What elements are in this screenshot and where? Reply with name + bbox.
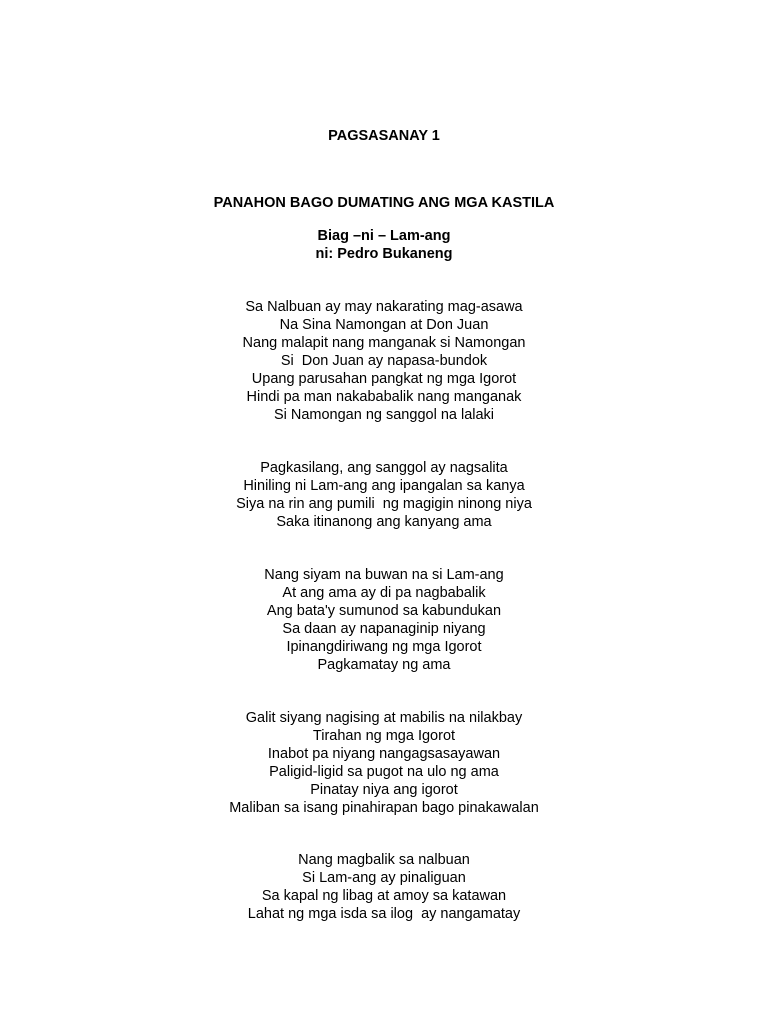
poem-line: At ang ama ay di pa nagbabalik <box>282 585 486 601</box>
stanza-4 <box>0 709 768 817</box>
poem-line: Maliban sa isang pinahirapan bago pinakawalan <box>229 800 539 816</box>
poem-title: Biag –ni – Lam-ang <box>317 228 451 244</box>
poem-line: Hiniling ni Lam-ang ang ipangalan sa kanya <box>243 478 525 494</box>
poem-line: Ipinangdiriwang ng mga Igorot <box>286 639 482 655</box>
poem-line: Upang parusahan pangkat ng mga Igorot <box>251 371 517 387</box>
poem-line: Sa Nalbuan ay may nakarating mag-asawa <box>245 299 523 315</box>
poem-line: Si Namongan ng sanggol na lalaki <box>273 407 495 423</box>
poem-title-block <box>0 227 768 263</box>
stanza-1 <box>0 298 768 424</box>
author-line: ni: Pedro Bukaneng <box>315 246 453 262</box>
poem-line: Tirahan ng mga Igorot <box>312 728 456 744</box>
poem-line: Pagkasilang, ang sanggol ay nagsalita <box>260 460 508 476</box>
poem-line: Nang magbalik sa nalbuan <box>298 852 470 868</box>
poem-line: Si Don Juan ay napasa-bundok <box>280 353 488 369</box>
stanza-2 <box>0 459 768 531</box>
period-heading: PANAHON BAGO DUMATING ANG MGA KASTILA <box>213 195 555 211</box>
poem-line: Nang malapit nang manganak si Namongan <box>242 335 526 351</box>
poem-line: Sa daan ay napanaginip niyang <box>282 621 486 637</box>
poem-line: Galit siyang nagising at mabilis na nilakbay <box>245 710 523 726</box>
stanza-3 <box>0 566 768 674</box>
poem-line: Inabot pa niyang nangagsasayawan <box>267 746 501 762</box>
poem-line: Ang bata'y sumunod sa kabundukan <box>266 603 502 619</box>
poem-line: Hindi pa man nakababalik nang manganak <box>246 389 522 405</box>
stanza-5 <box>0 851 768 923</box>
poem-line: Na Sina Namongan at Don Juan <box>279 317 489 333</box>
poem-line: Siya na rin ang pumili ng magigin ninong niya <box>236 496 532 512</box>
poem-line: Paligid-ligid sa pugot na ulo ng ama <box>269 764 499 780</box>
poem-line: Pagkamatay ng ama <box>317 657 451 673</box>
exercise-heading: PAGSASANAY 1 <box>328 128 440 144</box>
poem-line: Si Lam-ang ay pinaliguan <box>302 870 466 886</box>
poem-line: Saka itinanong ang kanyang ama <box>276 514 492 530</box>
poem-line: Lahat ng mga isda sa ilog ay nangamatay <box>247 906 521 922</box>
poem-line: Pinatay niya ang igorot <box>310 782 458 798</box>
poem-line: Sa kapal ng libag at amoy sa katawan <box>261 888 507 904</box>
poem-line: Nang siyam na buwan na si Lam-ang <box>264 567 504 583</box>
